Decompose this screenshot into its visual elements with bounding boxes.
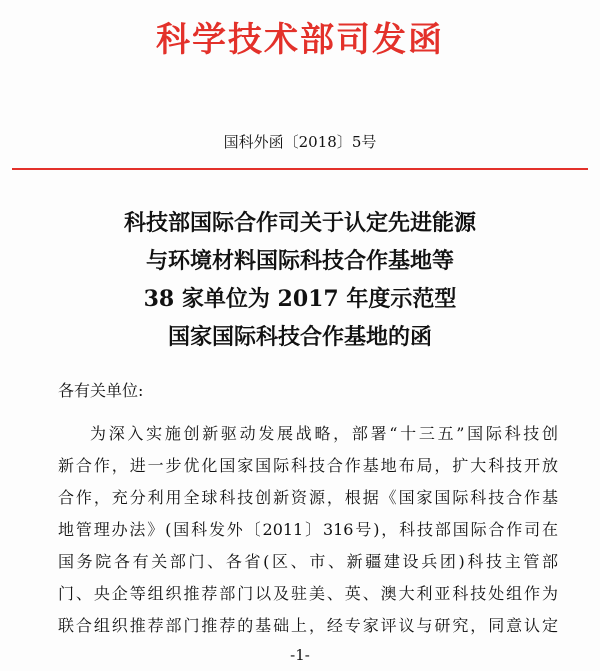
body-line: 新合作，进一步优化国家国际科技合作基地布局，扩大科技开放: [58, 456, 558, 475]
body-line: 地管理办法》(国科发外〔2011〕316号)，科技部国际合作司在: [58, 520, 558, 539]
body-line: 合作，充分利用全球科技创新资源，根据《国家国际科技合作基: [58, 488, 558, 507]
subject-line: 与环境材料国际科技合作基地等: [145, 248, 454, 274]
salutation: 各有关单位:: [58, 381, 144, 400]
body-line: 门、央企等组织推荐部门以及驻美、英、澳大利亚科技处组作为: [58, 584, 558, 603]
body-line: 联合组织推荐部门推荐的基础上，经专家评议与研究，同意认定: [58, 616, 558, 635]
body-text: [58, 418, 558, 642]
body-line: 国务院各有关部门、各省(区、市、新疆建设兵团)科技主管部: [58, 552, 558, 571]
body-line: 为深入实施创新驱动发展战略，部署“十三五”国际科技创: [90, 424, 558, 443]
subject-line: 38 家单位为 2017 年度示范型: [143, 286, 457, 312]
red-divider-line: [12, 168, 588, 170]
letterhead-title: 科学技术部司发函: [156, 20, 444, 60]
page-number: -1-: [290, 646, 310, 664]
subject-heading: [0, 204, 600, 356]
document-number: 国科外函〔2018〕5号: [223, 133, 377, 151]
subject-line: 科技部国际合作司关于认定先进能源: [123, 210, 476, 236]
subject-line: 国家国际科技合作基地的函: [167, 324, 432, 350]
